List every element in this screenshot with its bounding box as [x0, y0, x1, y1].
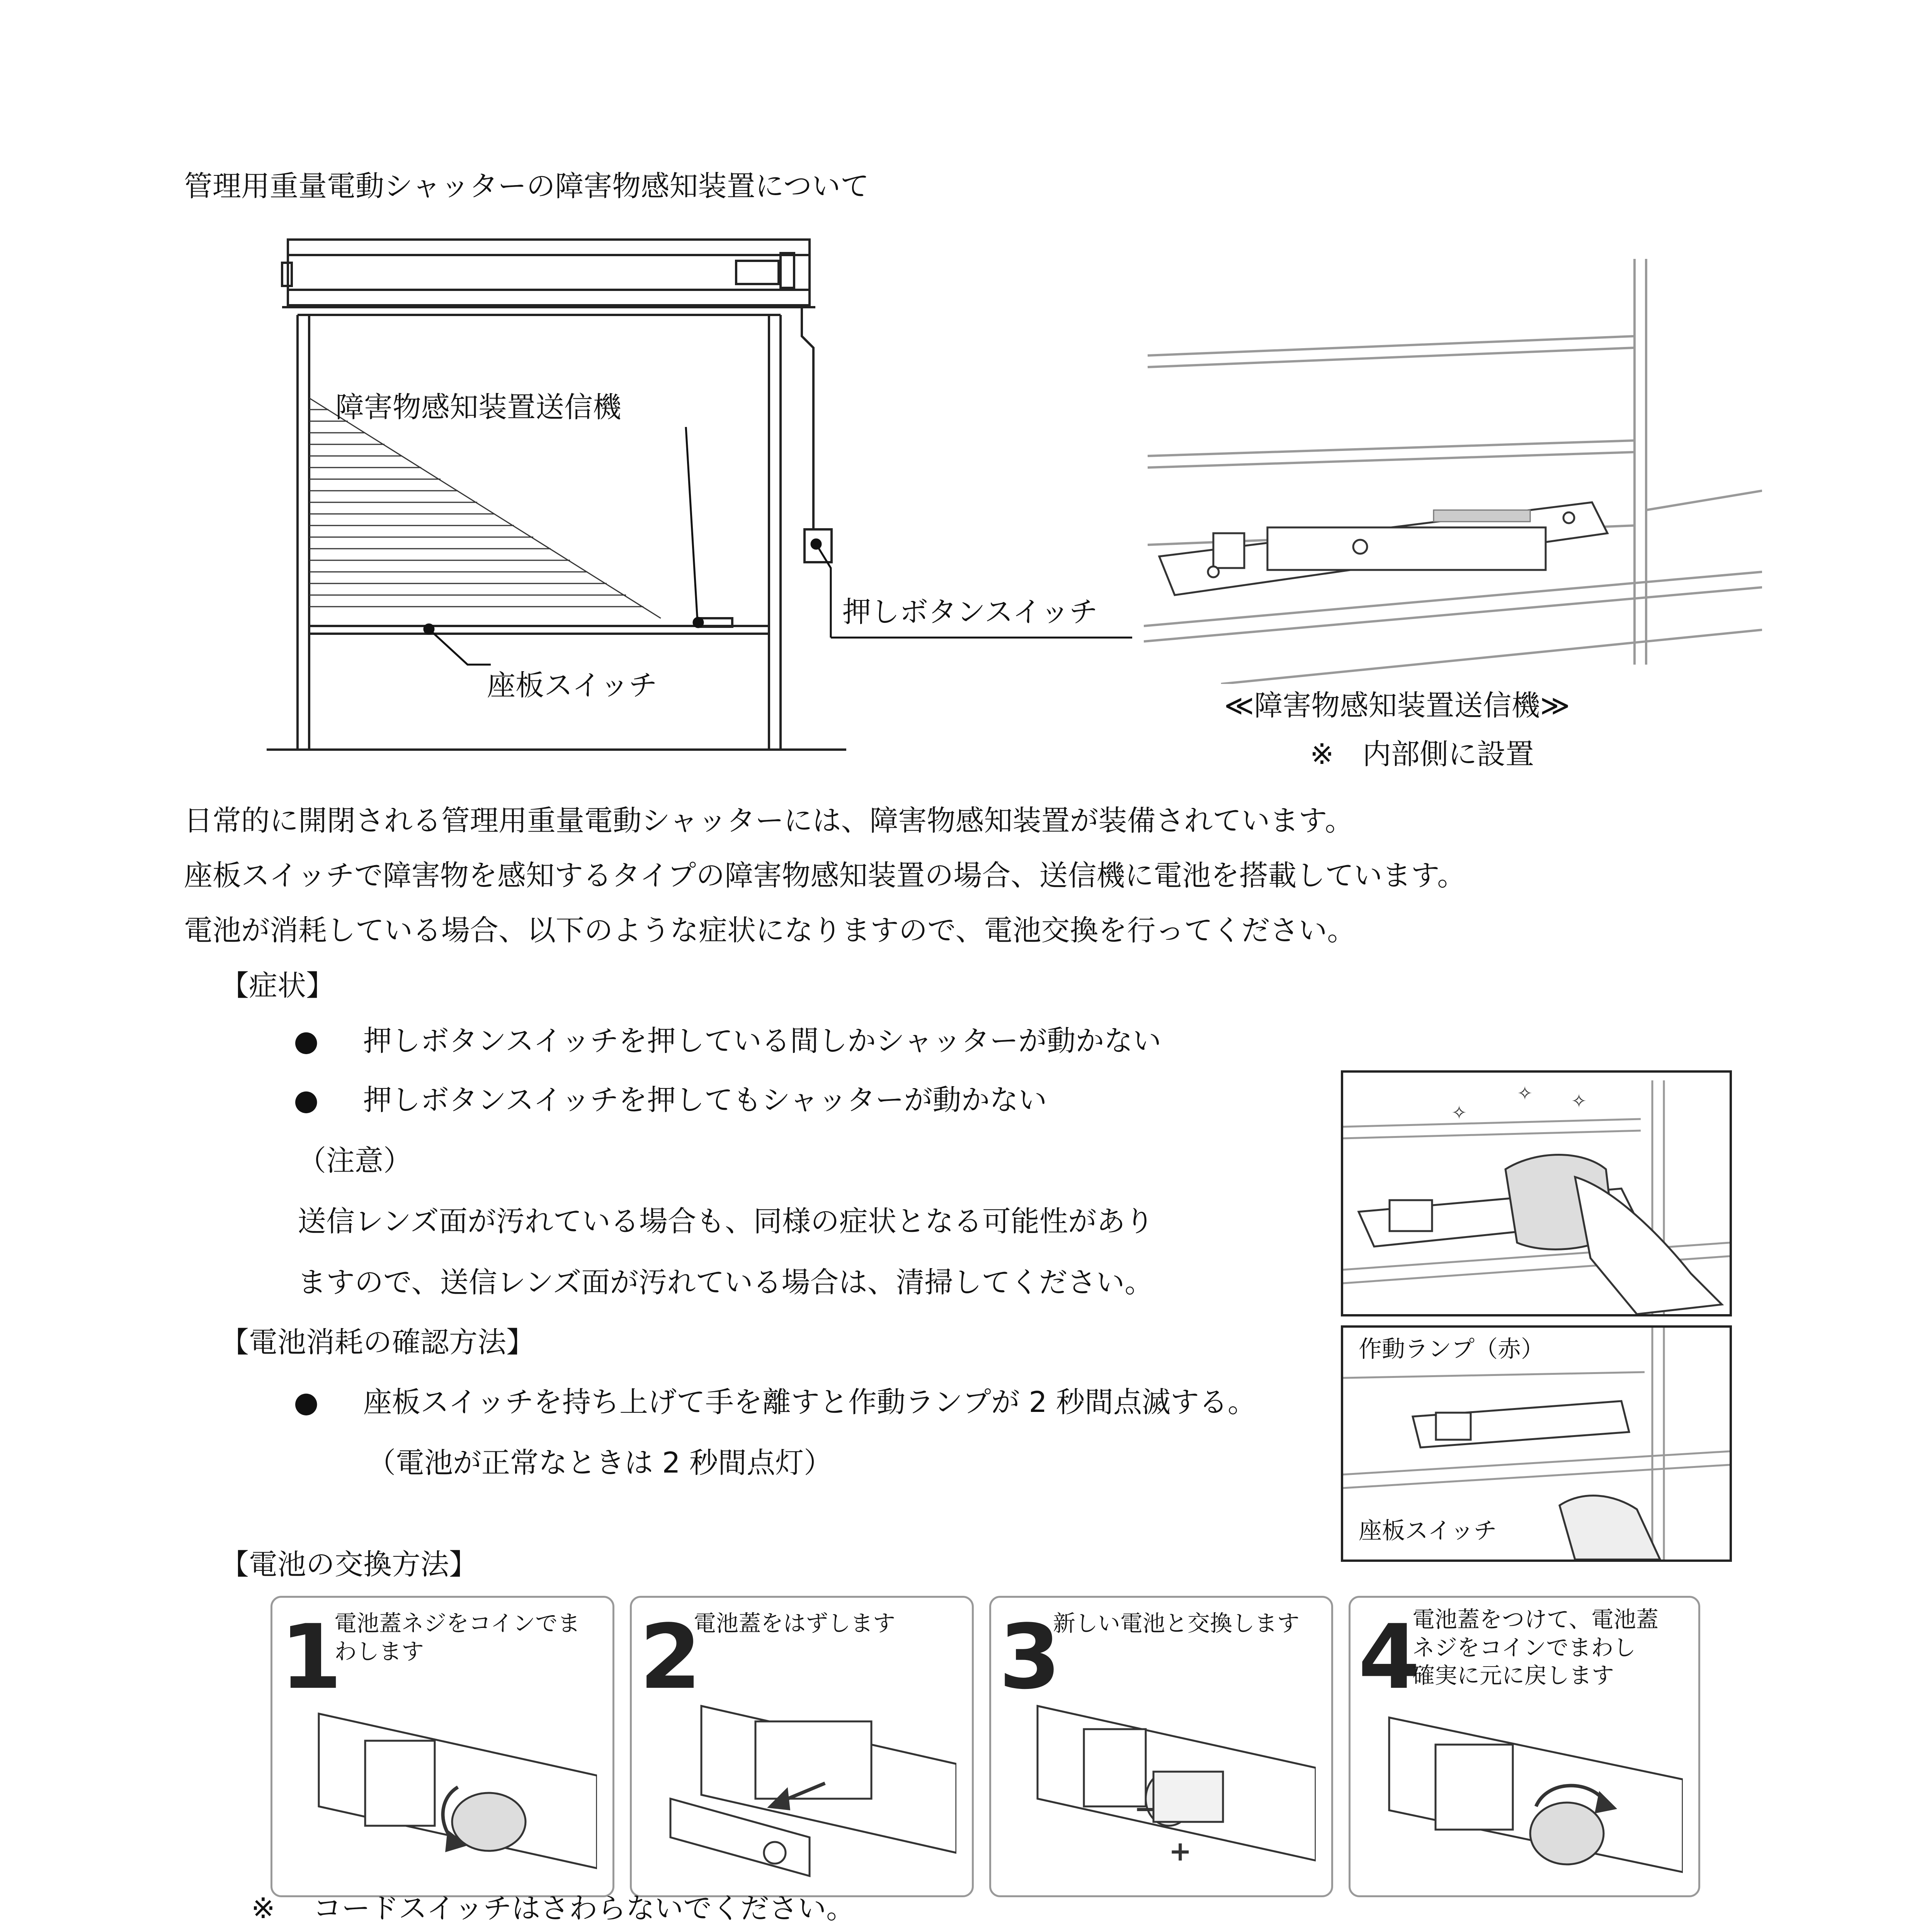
- label-transmitter: 障害物感知装置送信機: [335, 391, 621, 424]
- svg-text:✧: ✧: [1517, 1083, 1533, 1104]
- svg-text:−: −: [1134, 1793, 1157, 1825]
- svg-text:+: +: [1169, 1835, 1192, 1867]
- step-card-2: [630, 1596, 974, 1897]
- note-line-1: 送信レンズ面が汚れている場合も、同様の症状となる可能性があり: [298, 1205, 1154, 1238]
- step-number: 2: [640, 1606, 702, 1709]
- symptom-item-1: 押しボタンスイッチを押している間しかシャッターが動かない: [363, 1024, 1162, 1058]
- note-line-2: ますので、送信レンズ面が汚れている場合は、清掃してください。: [298, 1266, 1153, 1299]
- replace-heading: 【電池の交換方法】: [220, 1548, 478, 1581]
- lamp-label: 作動ランプ（赤）: [1359, 1336, 1544, 1363]
- check-heading: 【電池消耗の確認方法】: [220, 1326, 535, 1359]
- label-seat-switch: 座板スイッチ: [487, 669, 658, 702]
- step-card-4: [1349, 1596, 1700, 1897]
- intro-line-1: 日常的に開閉される管理用重量電動シャッターには、障害物感知装置が装備されています。: [184, 804, 1354, 837]
- page-title: 管理用重量電動シャッターの障害物感知装置について: [184, 170, 869, 203]
- step-number: 4: [1358, 1606, 1420, 1709]
- coin-turn-drawing: [296, 1698, 597, 1880]
- note-heading: （注意）: [298, 1144, 412, 1177]
- note-mark: ※: [251, 1892, 276, 1925]
- intro-line-3: 電池が消耗している場合、以下のような症状になりますので、電池交換を行ってください。: [184, 914, 1356, 947]
- check-item: 座板スイッチを持ち上げて手を離すと作動ランプが 2 秒間点滅する。: [363, 1386, 1257, 1419]
- step-text: 新しい電池と交換します: [1053, 1610, 1300, 1636]
- intro-line-2: 座板スイッチで障害物を感知するタイプの障害物感知装置の場合、送信機に電池を搭載しています。: [184, 859, 1466, 892]
- seat-switch-label: 座板スイッチ: [1359, 1517, 1497, 1544]
- cleaning-illustration: [1341, 1070, 1732, 1316]
- symptoms-heading: 【症状】: [220, 969, 335, 1002]
- step-card-3: [989, 1596, 1333, 1897]
- photo-caption: ≪障害物感知装置送信機≫: [1224, 689, 1570, 722]
- lamp-illustration: [1341, 1325, 1732, 1562]
- cleaning-drawing: [1343, 1073, 1730, 1314]
- photo-note: ※ 内部側に設置: [1310, 738, 1534, 771]
- cover-remove-drawing: [647, 1698, 956, 1880]
- step-number: 1: [280, 1606, 342, 1709]
- bullet-icon: ●: [294, 1386, 319, 1419]
- label-push-button: 押しボタンスイッチ: [842, 595, 1098, 629]
- battery-swap-drawing: [1007, 1698, 1316, 1880]
- symptom-item-2: 押しボタンスイッチを押してもシャッターが動かない: [363, 1083, 1047, 1117]
- coin-tighten-drawing: [1374, 1710, 1683, 1880]
- transmitter-photo: [1144, 240, 1762, 684]
- bullet-icon: ●: [294, 1083, 319, 1117]
- step-number: 3: [999, 1606, 1061, 1709]
- replace-note-1: コードスイッチはさわらないでください。: [313, 1892, 855, 1925]
- step-text: 電池蓋ネジをコインでま わします: [334, 1610, 580, 1665]
- bullet-icon: ●: [294, 1024, 319, 1058]
- svg-text:✧: ✧: [1451, 1102, 1467, 1124]
- svg-text:✧: ✧: [1571, 1090, 1587, 1112]
- pushbutton-leader-line: [831, 634, 1132, 645]
- step-text: 電池蓋をはずします: [694, 1610, 896, 1636]
- step-text: 電池蓋をつけて、電池蓋 ネジをコインでまわし 確実に元に戻します: [1412, 1606, 1658, 1689]
- check-sub: （電池が正常なときは 2 秒間点灯）: [367, 1446, 833, 1480]
- step-card-1: [270, 1596, 614, 1897]
